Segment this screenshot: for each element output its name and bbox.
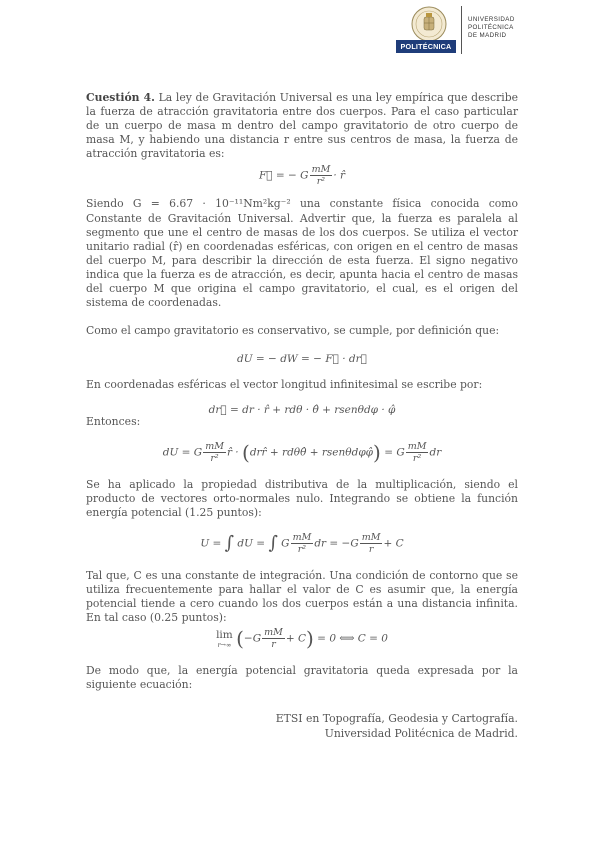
header-divider bbox=[461, 6, 462, 54]
intro-paragraph bbox=[86, 91, 518, 161]
equation-dU-expansion: dU = G $\frac{mM}{\text{r²}}$ r̂ · (drr̂ + rdθθ̂ + rsenθdφφ̂) = G $\frac{mM}{\text{r²}}$ dr bbox=[162, 440, 442, 465]
equation-force: F⃗ = − G $\frac{mM}{\text{r²}}$ · r̂ bbox=[258, 164, 346, 188]
final-paragraph: De modo que, la energía potencial gravitatoria queda expresada por la siguiente ecuación: bbox=[86, 664, 518, 692]
document-footer bbox=[86, 711, 518, 741]
then-paragraph: Entonces: bbox=[86, 414, 141, 428]
university-name bbox=[468, 16, 515, 40]
conservative-paragraph: Como el campo gravitatorio es conservativo, se cumple, por definición que: bbox=[86, 324, 500, 338]
document-body bbox=[86, 91, 518, 741]
university-line: DE MADRID bbox=[468, 32, 507, 39]
question-heading: Cuestión 4. bbox=[86, 91, 155, 104]
constant-C-paragraph: Tal que, C es una constante de integración. Una condición de contorno que se utiliza frecuentemente para hallar el valor de C es asumir que, la energía potencial tiende a cero cuando los dos cuerpos están a una distancia infinita. En tal caso (0.25 puntos): bbox=[86, 568, 518, 625]
footer-line: Universidad Politécnica de Madrid. bbox=[324, 726, 518, 740]
constant-paragraph: Siendo G = 6.67 · 10⁻¹¹Nm²kg⁻² una constante física conocida como Constante de Gravitación Universal. Advertir que, la fuerza es paralela al segmento que une el centro de masas de los dos cuerpos. Se utiliza el vector unitario radial (r̂) en coordenadas esféricas, con origen en el centro de masas del cuerpo M, para describir la dirección de esta fuerza. El signo negativo indica que la fuerza es de atracción, es decir, apunta hacia el centro de masas del cuerpo M que origina el campo gravitatorio, el cual, es el origen del sistema de coordenadas. bbox=[86, 197, 518, 310]
equation-limit: lim r→∞ (−G $\frac{mM}{r}$ + C) = 0 ⟺ C = 0 bbox=[216, 626, 388, 651]
equation-line-element: dr⃗ = dr · r̂ + rdθ · θ̂ + rsenθdφ · φ̂ bbox=[208, 403, 396, 416]
equation-integral: U = ∫ dU = ∫ G $\frac{mM}{\text{r²}}$ dr = −G $\frac{mM}{r}$ + C bbox=[200, 531, 404, 555]
brand-label: POLITÉCNICA bbox=[396, 40, 456, 53]
university-header bbox=[396, 4, 596, 56]
equation-potential-differential: dU = − dW = − F⃗ · dr⃗ bbox=[237, 353, 367, 366]
university-line: POLITÉCNICA bbox=[468, 24, 514, 31]
distributive-paragraph: Se ha aplicado la propiedad distributiva de la multiplicación, siendo el producto de vectores orto-normales nulo. Integrando se obtiene la función energía potencial (1.25 puntos): bbox=[86, 477, 518, 519]
spherical-paragraph: En coordenadas esféricas el vector longitud infinitesimal se escribe por: bbox=[86, 378, 483, 392]
university-seal-logo bbox=[411, 6, 447, 42]
footer-line: ETSI en Topografía, Geodesia y Cartografía. bbox=[275, 711, 518, 725]
intro-text: La ley de Gravitación Universal es una ley empírica que describe la fuerza de atracción gravitatoria entre dos cuerpos. Para el caso particular de un cuerpo de masa m dentro del campo gravitatorio de otro cuerpo de masa M, y habiendo una distancia r entre sus centros de masa, la fuerza de atracción gravitatoria es: bbox=[86, 91, 518, 161]
university-line: UNIVERSIDAD bbox=[468, 16, 515, 23]
